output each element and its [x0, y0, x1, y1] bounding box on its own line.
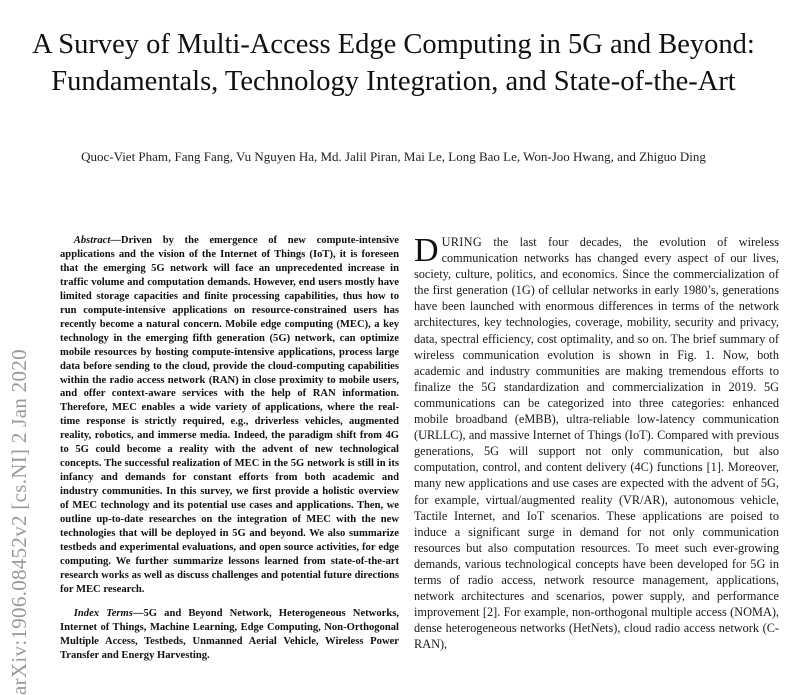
abstract: Abstract—Driven by the emergence of new compute-intensive applications and the vision of the Internet of Things (IoT), it is foreseen that the emerging 5G network will face an unprecedented increase in traffic volume and computation demands. However, end users mostly have limited storage capacities and finite processing capabilities, thus how to run compute-intensive applications on resource-constrained users has recently become a natural concern. Mobile edge computing (MEC), a key technology in the emerging fifth generation (5G) network, can optimize mobile resources by hosting compute-intensive applications, process large data before sending to the cloud, provide the cloud-computing capabilities within the radio access network (RAN) in close proximity to mobile users, and offer context-aware services with the help of RAN information. Therefore, MEC enables a wide variety of applications, where the real-time response is strictly required, e.g., driverless vehicles, augmented reality, robotics, and immerse media. Indeed, the paradigm shift from 4G to 5G could become a reality with the advent of new technological concepts. The successful realization of MEC in the 5G network is still in its infancy and demands for constant efforts from both academic and industry communities. In this survey, we first provide a holistic overview of MEC technology and its potential use cases and applications. Then, we outline up-to-date researches on the integration of MEC with the new technologies that will be deployed in 5G and beyond. We also summarize testbeds and experimental evaluations, and open source activities, for edge computing. We further summarize lessons learned from state-of-the-art research works as well as discuss challenges and potential future directions for MEC research. [60, 235, 399, 595]
introduction-paragraph [414, 234, 779, 652]
drop-cap: D [414, 232, 439, 269]
introduction-text: the last four decades, the evolution of wireless communication networks has changed every aspect of our lives, society, culture, politics, and economics. Since the commercialization of the first generation (1G) of cellular networks in early 1980’s, generations have been launched with enormous differences in terms of the network architectures, key technologies, coverage, mobility, security and privacy, data, spectral efficiency, cost optimality, and so on. The brief summary of wireless communication evolution is shown in Fig. 1. Now, both academic and industry communities are making tremendous efforts to finalize the 5G standardization and commercialization in 2019. 5G communications can be categorized into three categories: enhanced mobile broadband (eMBB), ultra-reliable low-latency communication (URLLC), and massive Internet of Things (IoT). Compared with previous generations, 5G will support not only communication, but also computation, control, and content delivery (4C) functions [1]. Moreover, many new applications and use cases are expected with the advent of 5G, for example, virtual/augmented reality (VR/AR), autonomous vehicle, Tactile Internet, and IoT scenarios. These applications are poised to induce a significant surge in demand for not only communication resources but also computation resources. To meet such ever-growing demands, various technological concepts have been developed for 5G in terms of radio access, network resource management, applications, network architectures and scenarios, power supply, and performance improvement [2]. For example, non-orthogonal multiple access (NOMA), dense heterogeneous networks (HetNets), cloud radio access network (C-RAN), [414, 235, 779, 652]
first-word-rest: URING [441, 235, 483, 249]
author-list: Quoc-Viet Pham, Fang Fang, Vu Nguyen Ha, Md. Jalil Piran, Mai Le, Long Bao Le, Won-Joo Hwang, and Zhiguo Ding [81, 149, 706, 164]
right-column [414, 234, 779, 652]
abstract-text: Driven by the emergence of new compute-intensive applications and the vision of the Internet of Things (IoT), it is foreseen that the emerging 5G network will face an unprecedented increase in traffic volume and computation demands. However, end users mostly have limited storage capacities and finite processing capabilities, thus how to run compute-intensive applications on resource-constrained users has recently become a natural concern. Mobile edge computing (MEC), a key technology in the emerging fifth generation (5G) network, can optimize mobile resources by hosting compute-intensive applications, process large data before sending to the cloud, provide the cloud-computing capabilities within the radio access network (RAN) in close proximity to mobile users, and offer context-aware services with the help of RAN information. Therefore, MEC enables a wide variety of applications, where the real-time response is strictly required, e.g., driverless vehicles, augmented reality, robotics, and immerse media. Indeed, the paradigm shift from 4G to 5G could become a reality with the advent of new technological concepts. The successful realization of MEC in the 5G network is still in its infancy and demands for constant efforts from both academic and industry communities. In this survey, we first provide a holistic overview of MEC technology and its potential use cases and applications. Then, we outline up-to-date researches on the integration of MEC with the new technologies that will be deployed in 5G and beyond. We also summarize testbeds and experimental evaluations, and open source activities, for edge computing. We further summarize lessons learned from state-of-the-art research works as well as discuss challenges and potential future directions for MEC research. [60, 235, 399, 595]
index-terms: Index Terms—5G and Beyond Network, Heterogeneous Networks, Internet of Things, Machine Learning, Edge Computing, Non-Orthogonal Multiple Access, Testbeds, Unmanned Aerial Vehicle, Wireless Power Transfer and Energy Harvesting. [60, 607, 399, 661]
left-column [60, 234, 399, 663]
index-terms-text: 5G and Beyond Network, Heterogeneous Networks, Internet of Things, Machine Learning, Edge Computing, Non-Orthogonal Multiple Access, Testbeds, Unmanned Aerial Vehicle, Wireless Power Transfer and Energy Harvesting. [60, 607, 399, 661]
index-terms-label: Index Terms [73, 607, 133, 619]
abstract-label: Abstract [73, 235, 111, 246]
arxiv-identifier-text: arXiv:1906.08452v2 [cs.NI] 2 Jan 2020 [7, 349, 31, 695]
paper-title: A Survey of Multi-Access Edge Computing in 5G and Beyond: Fundamentals, Technology Integration, and State-of-the-Art [32, 29, 755, 97]
arxiv-identifier [4, 255, 34, 695]
